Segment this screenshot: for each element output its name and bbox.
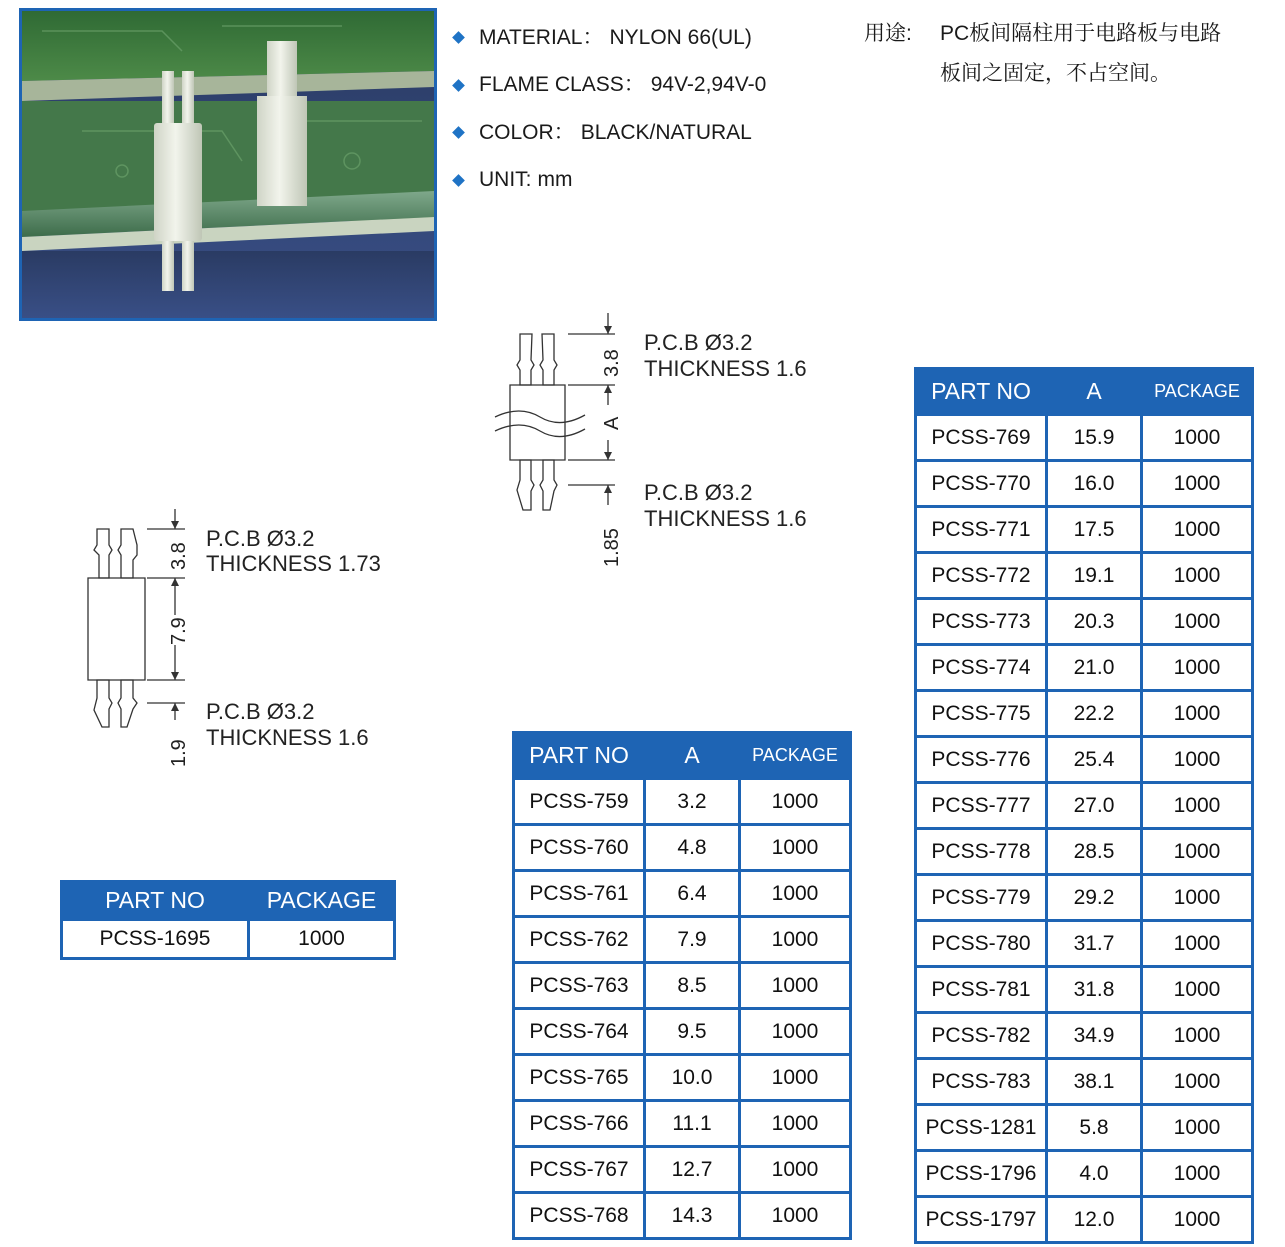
a-value-cell: 6.4 bbox=[645, 871, 740, 917]
part-no-cell: PCSS-777 bbox=[916, 783, 1047, 829]
package-cell: 1000 bbox=[740, 1055, 851, 1101]
part-no-cell: PCSS-763 bbox=[514, 963, 645, 1009]
spec-key: MATERIAL： bbox=[479, 25, 604, 49]
table-pcss-759-768 bbox=[512, 731, 852, 1240]
table-row bbox=[916, 783, 1253, 829]
part-no-cell: PCSS-774 bbox=[916, 645, 1047, 691]
column-header: A bbox=[1047, 369, 1142, 415]
a-value-cell: 11.1 bbox=[645, 1101, 740, 1147]
package-cell: 1000 bbox=[1142, 737, 1253, 783]
part-no-cell: PCSS-771 bbox=[916, 507, 1047, 553]
table-row bbox=[916, 461, 1253, 507]
package-cell: 1000 bbox=[249, 920, 395, 959]
package-cell: 1000 bbox=[1142, 507, 1253, 553]
a-value-cell: 10.0 bbox=[645, 1055, 740, 1101]
package-cell: 1000 bbox=[1142, 599, 1253, 645]
column-header: PACKAGE bbox=[249, 882, 395, 920]
table-row bbox=[916, 1059, 1253, 1105]
pcb-label: P.C.B Ø3.2 bbox=[206, 699, 315, 724]
diamond-bullet-icon bbox=[452, 31, 465, 44]
pcb-label: P.C.B Ø3.2 bbox=[644, 330, 753, 355]
part-no-cell: PCSS-767 bbox=[514, 1147, 645, 1193]
part-no-cell: PCSS-770 bbox=[916, 461, 1047, 507]
spec-key: FLAME CLASS： bbox=[479, 73, 645, 97]
package-cell: 1000 bbox=[740, 917, 851, 963]
dim-label: A bbox=[601, 416, 623, 430]
a-value-cell: 31.8 bbox=[1047, 967, 1142, 1013]
a-value-cell: 16.0 bbox=[1047, 461, 1142, 507]
table-body bbox=[916, 415, 1253, 1243]
drawing-center bbox=[490, 305, 830, 585]
a-value-cell: 4.0 bbox=[1047, 1151, 1142, 1197]
package-cell: 1000 bbox=[740, 871, 851, 917]
a-value-cell: 14.3 bbox=[645, 1193, 740, 1239]
a-value-cell: 38.1 bbox=[1047, 1059, 1142, 1105]
part-no-cell: PCSS-1695 bbox=[62, 920, 249, 959]
part-no-cell: PCSS-772 bbox=[916, 553, 1047, 599]
usage-text bbox=[864, 14, 1221, 94]
pcb-label: P.C.B Ø3.2 bbox=[644, 480, 753, 505]
table-row bbox=[514, 1009, 851, 1055]
table-row bbox=[514, 1193, 851, 1239]
table-row bbox=[916, 553, 1253, 599]
spec-value: NYLON 66(UL) bbox=[609, 25, 752, 49]
package-cell: 1000 bbox=[740, 825, 851, 871]
part-no-cell: PCSS-766 bbox=[514, 1101, 645, 1147]
a-value-cell: 27.0 bbox=[1047, 783, 1142, 829]
table-row bbox=[916, 921, 1253, 967]
table-pcss-769-1797 bbox=[914, 367, 1254, 1244]
a-value-cell: 25.4 bbox=[1047, 737, 1142, 783]
package-cell: 1000 bbox=[1142, 1105, 1253, 1151]
package-cell: 1000 bbox=[740, 1193, 851, 1239]
spec-list bbox=[452, 14, 766, 204]
package-cell: 1000 bbox=[1142, 967, 1253, 1013]
part-no-cell: PCSS-775 bbox=[916, 691, 1047, 737]
package-cell: 1000 bbox=[1142, 1013, 1253, 1059]
a-value-cell: 4.8 bbox=[645, 825, 740, 871]
usage-label: 用途: bbox=[864, 22, 912, 45]
usage-line-1: PC板间隔柱用于电路板与电路 bbox=[940, 22, 1222, 45]
table-row bbox=[514, 779, 851, 825]
a-value-cell: 21.0 bbox=[1047, 645, 1142, 691]
table-row bbox=[916, 1105, 1253, 1151]
thickness-label: THICKNESS 1.73 bbox=[206, 551, 381, 576]
table-pcss-1695 bbox=[60, 880, 396, 960]
spec-key: COLOR： bbox=[479, 120, 575, 144]
part-no-cell: PCSS-1797 bbox=[916, 1197, 1047, 1243]
part-no-cell: PCSS-1796 bbox=[916, 1151, 1047, 1197]
table-row bbox=[916, 829, 1253, 875]
table-row bbox=[514, 1055, 851, 1101]
spec-value: mm bbox=[537, 168, 573, 192]
thickness-label: THICKNESS 1.6 bbox=[206, 725, 369, 750]
table-row bbox=[62, 920, 395, 959]
table-row bbox=[514, 871, 851, 917]
a-value-cell: 9.5 bbox=[645, 1009, 740, 1055]
dim-label: 1.85 bbox=[601, 528, 623, 567]
a-value-cell: 20.3 bbox=[1047, 599, 1142, 645]
column-header: PART NO bbox=[514, 733, 645, 779]
table-row bbox=[514, 1147, 851, 1193]
package-cell: 1000 bbox=[740, 1101, 851, 1147]
package-cell: 1000 bbox=[740, 1147, 851, 1193]
table-row bbox=[916, 507, 1253, 553]
spec-unit bbox=[452, 157, 766, 205]
spec-flame-class bbox=[452, 62, 766, 110]
dim-label: 3.8 bbox=[168, 542, 190, 570]
package-cell: 1000 bbox=[740, 1009, 851, 1055]
drawing-left bbox=[75, 505, 395, 780]
table-body bbox=[514, 779, 851, 1239]
package-cell: 1000 bbox=[1142, 691, 1253, 737]
package-cell: 1000 bbox=[740, 963, 851, 1009]
spec-value: 94V-2,94V-0 bbox=[650, 73, 767, 97]
part-no-cell: PCSS-781 bbox=[916, 967, 1047, 1013]
part-no-cell: PCSS-769 bbox=[916, 415, 1047, 461]
package-cell: 1000 bbox=[1142, 1151, 1253, 1197]
part-no-cell: PCSS-773 bbox=[916, 599, 1047, 645]
a-value-cell: 34.9 bbox=[1047, 1013, 1142, 1059]
column-header: PART NO bbox=[62, 882, 249, 920]
table-row bbox=[916, 645, 1253, 691]
part-no-cell: PCSS-776 bbox=[916, 737, 1047, 783]
a-value-cell: 19.1 bbox=[1047, 553, 1142, 599]
package-cell: 1000 bbox=[1142, 875, 1253, 921]
part-no-cell: PCSS-762 bbox=[514, 917, 645, 963]
part-no-cell: PCSS-780 bbox=[916, 921, 1047, 967]
part-no-cell: PCSS-764 bbox=[514, 1009, 645, 1055]
a-value-cell: 3.2 bbox=[645, 779, 740, 825]
column-header: A bbox=[645, 733, 740, 779]
product-photo bbox=[19, 8, 437, 321]
a-value-cell: 29.2 bbox=[1047, 875, 1142, 921]
package-cell: 1000 bbox=[1142, 461, 1253, 507]
package-cell: 1000 bbox=[1142, 645, 1253, 691]
thickness-label: THICKNESS 1.6 bbox=[644, 356, 807, 381]
a-value-cell: 17.5 bbox=[1047, 507, 1142, 553]
table-row bbox=[514, 825, 851, 871]
package-cell: 1000 bbox=[1142, 829, 1253, 875]
diamond-bullet-icon bbox=[452, 174, 465, 187]
spec-value: BLACK/NATURAL bbox=[580, 120, 752, 144]
column-header: PACKAGE bbox=[1142, 369, 1253, 415]
part-no-cell: PCSS-1281 bbox=[916, 1105, 1047, 1151]
package-cell: 1000 bbox=[1142, 1059, 1253, 1105]
a-value-cell: 31.7 bbox=[1047, 921, 1142, 967]
table-row bbox=[916, 967, 1253, 1013]
part-no-cell: PCSS-768 bbox=[514, 1193, 645, 1239]
table-row bbox=[916, 1197, 1253, 1243]
spec-color bbox=[452, 109, 766, 157]
part-no-cell: PCSS-782 bbox=[916, 1013, 1047, 1059]
diamond-bullet-icon bbox=[452, 79, 465, 92]
table-row bbox=[916, 599, 1253, 645]
usage-line-2: 板间之固定，不占空间。 bbox=[940, 62, 1171, 85]
table-row bbox=[514, 917, 851, 963]
part-no-cell: PCSS-779 bbox=[916, 875, 1047, 921]
a-value-cell: 5.8 bbox=[1047, 1105, 1142, 1151]
part-no-cell: PCSS-761 bbox=[514, 871, 645, 917]
a-value-cell: 7.9 bbox=[645, 917, 740, 963]
pcb-label: P.C.B Ø3.2 bbox=[206, 526, 315, 551]
part-no-cell: PCSS-760 bbox=[514, 825, 645, 871]
part-no-cell: PCSS-783 bbox=[916, 1059, 1047, 1105]
table-row bbox=[916, 691, 1253, 737]
spec-material bbox=[452, 14, 766, 62]
part-no-cell: PCSS-778 bbox=[916, 829, 1047, 875]
table-row bbox=[514, 1101, 851, 1147]
a-value-cell: 15.9 bbox=[1047, 415, 1142, 461]
table-row bbox=[514, 963, 851, 1009]
table-row bbox=[916, 1151, 1253, 1197]
a-value-cell: 22.2 bbox=[1047, 691, 1142, 737]
package-cell: 1000 bbox=[1142, 1197, 1253, 1243]
a-value-cell: 8.5 bbox=[645, 963, 740, 1009]
a-value-cell: 12.0 bbox=[1047, 1197, 1142, 1243]
package-cell: 1000 bbox=[1142, 783, 1253, 829]
dim-label: 3.8 bbox=[601, 349, 623, 377]
package-cell: 1000 bbox=[1142, 553, 1253, 599]
part-no-cell: PCSS-765 bbox=[514, 1055, 645, 1101]
a-value-cell: 12.7 bbox=[645, 1147, 740, 1193]
spec-key: UNIT: bbox=[479, 168, 532, 192]
table-row bbox=[916, 875, 1253, 921]
dim-label: 1.9 bbox=[168, 739, 190, 767]
column-header: PACKAGE bbox=[740, 733, 851, 779]
thickness-label: THICKNESS 1.6 bbox=[644, 506, 807, 531]
table-row bbox=[916, 1013, 1253, 1059]
package-cell: 1000 bbox=[740, 779, 851, 825]
table-row bbox=[916, 737, 1253, 783]
part-no-cell: PCSS-759 bbox=[514, 779, 645, 825]
a-value-cell: 28.5 bbox=[1047, 829, 1142, 875]
diamond-bullet-icon bbox=[452, 126, 465, 139]
column-header: PART NO bbox=[916, 369, 1047, 415]
package-cell: 1000 bbox=[1142, 415, 1253, 461]
table-row bbox=[916, 415, 1253, 461]
dim-label: 7.9 bbox=[168, 617, 190, 645]
package-cell: 1000 bbox=[1142, 921, 1253, 967]
